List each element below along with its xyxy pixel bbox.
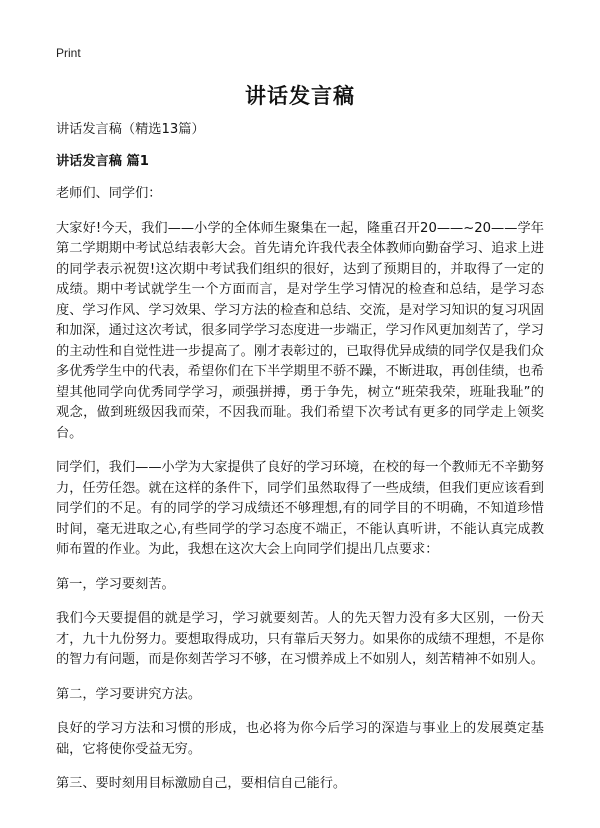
section-heading: 讲话发言稿 篇1	[56, 154, 149, 169]
page-title: 讲话发言稿	[245, 84, 355, 108]
paragraph-3: 我们今天要提倡的就是学习，学习就要刻苦。人的先天智力没有多大区别，一份天才，九十九份努力。要想取得成功，只有靠后天努力。如果你的成绩不理想，不是你的智力有问题，而是你刻苦学习不够，在习惯养成上不如别人，刻苦精神不如别人。	[56, 611, 544, 667]
document-subtitle: 讲话发言稿（精选13篇）	[56, 122, 205, 137]
point-1-heading: 第一，学习要刻苦。	[56, 576, 175, 592]
paragraph-2: 同学们，我们——小学为大家提供了良好的学习环境，在校的每一个教师无不辛勤努力，任劳任怨。就在这样的条件下，同学们虽然取得了一些成绩，但我们更应该看到同学们的不足。有的同学的学习成绩还不够理想,有的同学目的不明确，不知道珍惜时间，毫无进取之心,有些同学的学习态度不端正，不能认真听讲，不能认真完成教师布置的作业。为此，我想在这次大会上向同学们提出几点要求：	[56, 460, 544, 557]
print-link[interactable]: Print	[56, 46, 81, 60]
document-body	[56, 120, 544, 809]
paragraph-greeting: 老师们、同学们：	[56, 186, 162, 201]
point-3-heading: 第三、要时刻用目标激励自己，要相信自己能行。	[56, 776, 347, 791]
paragraph-1: 大家好!今天，我们——小学的全体师生聚集在一起，隆重召开20——~20——学年第二学期期中考试总结表彰大会。首先请允许我代表全体教师向勤奋学习、追求上进的同学表示祝贺!这次期中考试我们组织的很好，达到了预期目的，并取得了一定的成绩。期中考试就学生一个方面而言，是对学生学习情况的检查和总结，是学习态度、学习作风、学习效果、学习方法的检查和总结、交流，是对学习知识的复习巩固和加深，通过这次考试，很多同学学习态度进一步端正，学习作风更加刻苦了，学习的主动性和自觉性进一步提高了。刚才表彰过的，已取得优异成绩的同学仅是我们众多优秀学生中的代表，希望你们在下半学期里不骄不躁，不断进取，再创佳绩，也希望其他同学向优秀同学学习，顽强拼搏，勇于争先，树立“班荣我荣，班耻我耻”的观念，做到班级因我而荣，不因我而耻。我们希望下次考试有更多的同学走上领奖台。	[56, 220, 544, 441]
paragraph-4: 良好的学习方法和习惯的形成，也必将为你今后学习的深造与事业上的发展奠定基础，它将使你受益无穷。	[56, 721, 544, 757]
point-2-heading: 第二，学习要讲究方法。	[56, 686, 202, 702]
